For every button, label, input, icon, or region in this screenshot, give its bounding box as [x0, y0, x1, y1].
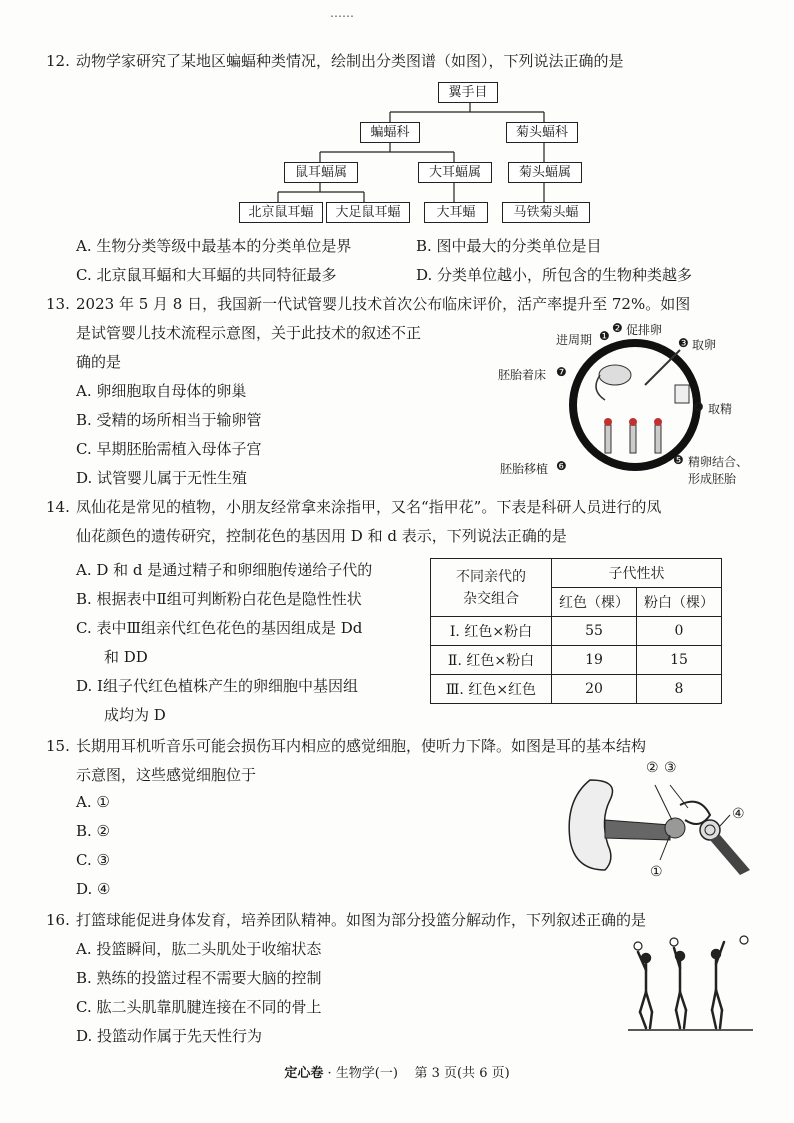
option-a: A. 卵细胞取自母体的卵巢 [76, 382, 247, 400]
option-d-line1: D. Ⅰ组子代红色植株产生的卵细胞中基因组 [76, 677, 358, 695]
table-cell: 19 [552, 646, 637, 675]
question-number: 12. [46, 52, 70, 70]
ivf-marker-6: ❻ [556, 459, 567, 473]
question-text: 动物学家研究了某地区蝙蝠种类情况，绘制出分类图谱（如图），下列说法正确的是 [76, 52, 624, 70]
ivf-marker-3: ❸ [678, 336, 689, 350]
option-b: B. 熟练的投篮过程不需要大脑的控制 [76, 969, 322, 987]
table-cell: 55 [552, 617, 637, 646]
question-15-stem [46, 735, 646, 756]
option-b: B. 根据表中Ⅱ组可判断粉白花色是隐性性状 [76, 590, 362, 608]
question-number: 13. [46, 295, 70, 313]
table-header-cross: 不同亲代的 杂交组合 [431, 559, 552, 617]
question-text: 2023 年 5 月 8 日，我国新一代试管婴儿技术首次公布临床评价，活产率提升至 72%。如图 [76, 295, 691, 313]
ivf-marker-4: ❹ [693, 400, 704, 414]
question-13-stem [46, 293, 690, 314]
ear-marker-2: ② [646, 760, 659, 776]
ivf-label-3: 取卵 [692, 338, 717, 352]
footer-page: 第 3 页(共 6 页) [414, 1066, 510, 1081]
tree-node-family: 蝙蝠科 [360, 122, 420, 143]
tree-node-species: 大足鼠耳蝠 [326, 202, 410, 223]
ivf-marker-5: ❺ [673, 453, 684, 467]
ear-marker-1: ① [650, 864, 663, 880]
question-number: 16. [46, 911, 70, 929]
question-14-stem [46, 496, 661, 517]
table-cell: Ⅲ. 红色×红色 [431, 675, 552, 704]
ivf-marker-1: ❶ [599, 329, 610, 343]
question-13-stem-line2: 是试管婴儿技术流程示意图，关于此技术的叙述不正 [76, 324, 422, 342]
option-c: C. ③ [76, 851, 110, 869]
option-c-line1: C. 表中Ⅲ组亲代红色花色的基因组成是 Dd [76, 619, 363, 637]
option-d: D. 投篮动作属于先天性行为 [76, 1027, 263, 1045]
table-header-white: 粉白（棵） [637, 588, 722, 617]
ivf-marker-2: ❷ [612, 321, 623, 335]
question-text: 凤仙花是常见的植物，小朋友经常拿来涂指甲，又名“指甲花”。下表是科研人员进行的凤 [76, 498, 662, 516]
ivf-label-4: 取精 [708, 402, 733, 416]
header-fragment: …… [330, 6, 354, 20]
tree-node-species: 北京鼠耳蝠 [239, 202, 323, 223]
ear-marker-3: ③ [664, 760, 677, 776]
table-cell: Ⅱ. 红色×粉白 [431, 646, 552, 675]
table-row [431, 646, 722, 675]
table-cell: 8 [637, 675, 722, 704]
ivf-label-2: 促排卵 [626, 323, 663, 337]
footer-subject: 生物学(一) [335, 1066, 398, 1081]
table-header-red: 红色（棵） [552, 588, 637, 617]
footer-separator: · [327, 1066, 332, 1081]
question-text: 打篮球能促进身体发育，培养团队精神。如图为部分投篮分解动作，下列叙述正确的是 [76, 911, 647, 929]
option-d: D. ④ [76, 880, 111, 898]
option-a: A. ① [76, 793, 110, 811]
question-15-stem-line2: 示意图，这些感觉细胞位于 [76, 766, 257, 784]
option-c: C. 肱二头肌靠肌腱连接在不同的骨上 [76, 998, 322, 1016]
question-number: 15. [46, 737, 70, 755]
ear-marker-4: ④ [732, 806, 745, 822]
option-b: B. 图中最大的分类单位是目 [416, 237, 602, 255]
ivf-label-6: 胚胎移植 [500, 462, 549, 476]
tree-node-genus: 大耳蝠属 [418, 162, 492, 183]
ivf-marker-7: ❼ [556, 365, 567, 379]
option-d: D. 试管婴儿属于无性生殖 [76, 469, 248, 487]
tree-node-species: 马铁菊头蝠 [502, 202, 590, 223]
tree-node-species: 大耳蝠 [424, 202, 488, 223]
option-b: B. 受精的场所相当于输卵管 [76, 411, 262, 429]
table-row [431, 675, 722, 704]
footer-brand: 定心卷 [284, 1066, 324, 1081]
table-cell: Ⅰ. 红色×粉白 [431, 617, 552, 646]
table-cell: 20 [552, 675, 637, 704]
table-header-offspring: 子代性状 [552, 559, 722, 588]
option-d: D. 分类单位越小，所包含的生物种类越多 [416, 266, 693, 284]
ivf-label-7: 胚胎着床 [498, 368, 547, 382]
ear-diagram [560, 760, 760, 880]
ivf-label-1: 进周期 [556, 333, 593, 347]
option-c: C. 北京鼠耳蝠和大耳蝠的共同特征最多 [76, 266, 337, 284]
option-a: A. 生物分类等级中最基本的分类单位是界 [76, 237, 352, 255]
question-14-stem-line2: 仙花颜色的遗传研究，控制花色的基因用 D 和 d 表示，下列说法正确的是 [76, 527, 567, 545]
table-cell: 15 [637, 646, 722, 675]
data-table [430, 558, 722, 704]
tree-node-order: 翼手目 [438, 82, 498, 103]
tree-connectors [230, 82, 600, 222]
table-row [431, 617, 722, 646]
ivf-label-5a: 精卵结合、 [688, 455, 749, 469]
tree-node-genus: 菊头蝠属 [508, 162, 582, 183]
question-12-stem [46, 50, 624, 71]
option-b: B. ② [76, 822, 111, 840]
option-d-line2: 成均为 D [104, 706, 166, 724]
table-cell: 0 [637, 617, 722, 646]
option-c-line2: 和 DD [104, 648, 148, 666]
question-number: 14. [46, 498, 70, 516]
option-a: A. D 和 d 是通过精子和卵细胞传递给子代的 [76, 561, 373, 579]
tree-node-genus: 鼠耳蝠属 [284, 162, 358, 183]
question-text: 长期用耳机听音乐可能会损伤耳内相应的感觉细胞，使听力下降。如图是耳的基本结构 [76, 737, 647, 755]
option-a: A. 投篮瞬间，肱二头肌处于收缩状态 [76, 940, 322, 958]
question-16-stem [46, 909, 646, 930]
basketball-shooting-figure [628, 930, 758, 1040]
ivf-label-5b: 形成胚胎 [688, 472, 737, 486]
option-c: C. 早期胚胎需植入母体子宫 [76, 440, 262, 458]
tree-node-family: 菊头蝠科 [506, 122, 578, 143]
question-13-stem-line3: 确的是 [76, 353, 122, 371]
page-footer [0, 1062, 794, 1081]
inheritance-table [430, 558, 722, 704]
